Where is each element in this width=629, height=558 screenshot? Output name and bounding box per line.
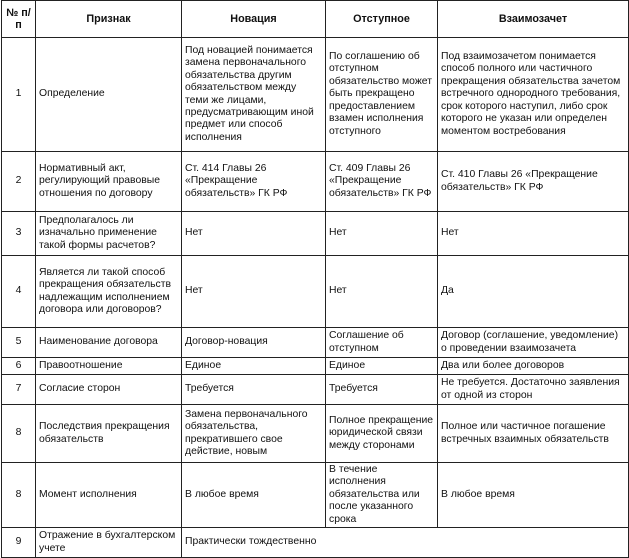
table-row [2, 256, 629, 328]
row-feature: Последствия прекращения обязательств [36, 405, 182, 463]
row-feature: Отражение в бухгалтерском учете [36, 528, 182, 558]
row-compensation: Нет [326, 212, 438, 256]
table-row [2, 463, 629, 528]
row-compensation: Требуется [326, 375, 438, 405]
header-setoff: Взаимозачет [438, 1, 629, 38]
comparison-table [1, 0, 629, 558]
row-setoff: Под взаимозачетом понимается способ полного или частичного прекращения обязательства зачетом встречного однородного требования, срок которого наступил, либо срок которого не указан или определен моментом востребования [438, 38, 629, 152]
row-novation: Договор-новация [182, 328, 326, 358]
row-num: 4 [2, 256, 36, 328]
table-row [2, 405, 629, 463]
row-novation: Под новацией понимается замена первоначального обязательства другим обязательством между теми же лицами, предусматривающим иной предмет или способ исполнения [182, 38, 326, 152]
row-novation: Ст. 414 Главы 26 «Прекращение обязательств» ГК РФ [182, 152, 326, 212]
row-feature: Правоотношение [36, 358, 182, 375]
row-novation: Замена первоначального обязательства, прекратившего свое действие, новым [182, 405, 326, 463]
header-compensation: Отступное [326, 1, 438, 38]
row-num: 7 [2, 375, 36, 405]
row-num: 6 [2, 358, 36, 375]
row-novation: Нет [182, 212, 326, 256]
row-feature: Предполагалось ли изначально применение такой формы расчетов? [36, 212, 182, 256]
table-row [2, 528, 629, 558]
row-setoff: Не требуется. Достаточно заявления от одной из сторон [438, 375, 629, 405]
row-setoff: Ст. 410 Главы 26 «Прекращение обязательств» ГК РФ [438, 152, 629, 212]
row-setoff: Да [438, 256, 629, 328]
row-setoff: Два или более договоров [438, 358, 629, 375]
table-row [2, 375, 629, 405]
row-setoff: В любое время [438, 463, 629, 528]
row-novation: Единое [182, 358, 326, 375]
row-novation: В любое время [182, 463, 326, 528]
row-compensation: Ст. 409 Главы 26 «Прекращение обязательств» ГК РФ [326, 152, 438, 212]
row-num: 1 [2, 38, 36, 152]
table-row [2, 212, 629, 256]
row-compensation: Единое [326, 358, 438, 375]
row-num: 8 [2, 405, 36, 463]
row-num: 3 [2, 212, 36, 256]
header-novation: Новация [182, 1, 326, 38]
row-setoff: Полное или частичное погашение встречных взаимных обязательств [438, 405, 629, 463]
header-row [2, 1, 629, 38]
row-feature: Является ли такой способ прекращения обязательств надлежащим исполнением договора или договоров? [36, 256, 182, 328]
row-novation: Нет [182, 256, 326, 328]
row-novation: Требуется [182, 375, 326, 405]
row-feature: Момент исполнения [36, 463, 182, 528]
row-setoff: Нет [438, 212, 629, 256]
table-row [2, 328, 629, 358]
header-num: № п/п [2, 1, 36, 38]
row-compensation: По соглашению об отступном обязательство может быть прекращено предоставлением взамен исполнения отступного [326, 38, 438, 152]
row-feature: Нормативный акт, регулирующий правовые отношения по договору [36, 152, 182, 212]
row-num: 2 [2, 152, 36, 212]
row-feature: Согласие сторон [36, 375, 182, 405]
row-merged-value: Практически тождественно [182, 528, 629, 558]
row-num: 8 [2, 463, 36, 528]
table-row [2, 358, 629, 375]
row-feature: Наименование договора [36, 328, 182, 358]
row-compensation: Полное прекращение юридической связи между сторонами [326, 405, 438, 463]
header-feature: Признак [36, 1, 182, 38]
row-setoff: Договор (соглашение, уведомление) о проведении взаимозачета [438, 328, 629, 358]
row-compensation: Соглашение об отступном [326, 328, 438, 358]
row-num: 9 [2, 528, 36, 558]
row-compensation: В течение исполнения обязательства или после указанного срока [326, 463, 438, 528]
row-num: 5 [2, 328, 36, 358]
row-compensation: Нет [326, 256, 438, 328]
table-row [2, 152, 629, 212]
row-feature: Определение [36, 38, 182, 152]
table-row [2, 38, 629, 152]
